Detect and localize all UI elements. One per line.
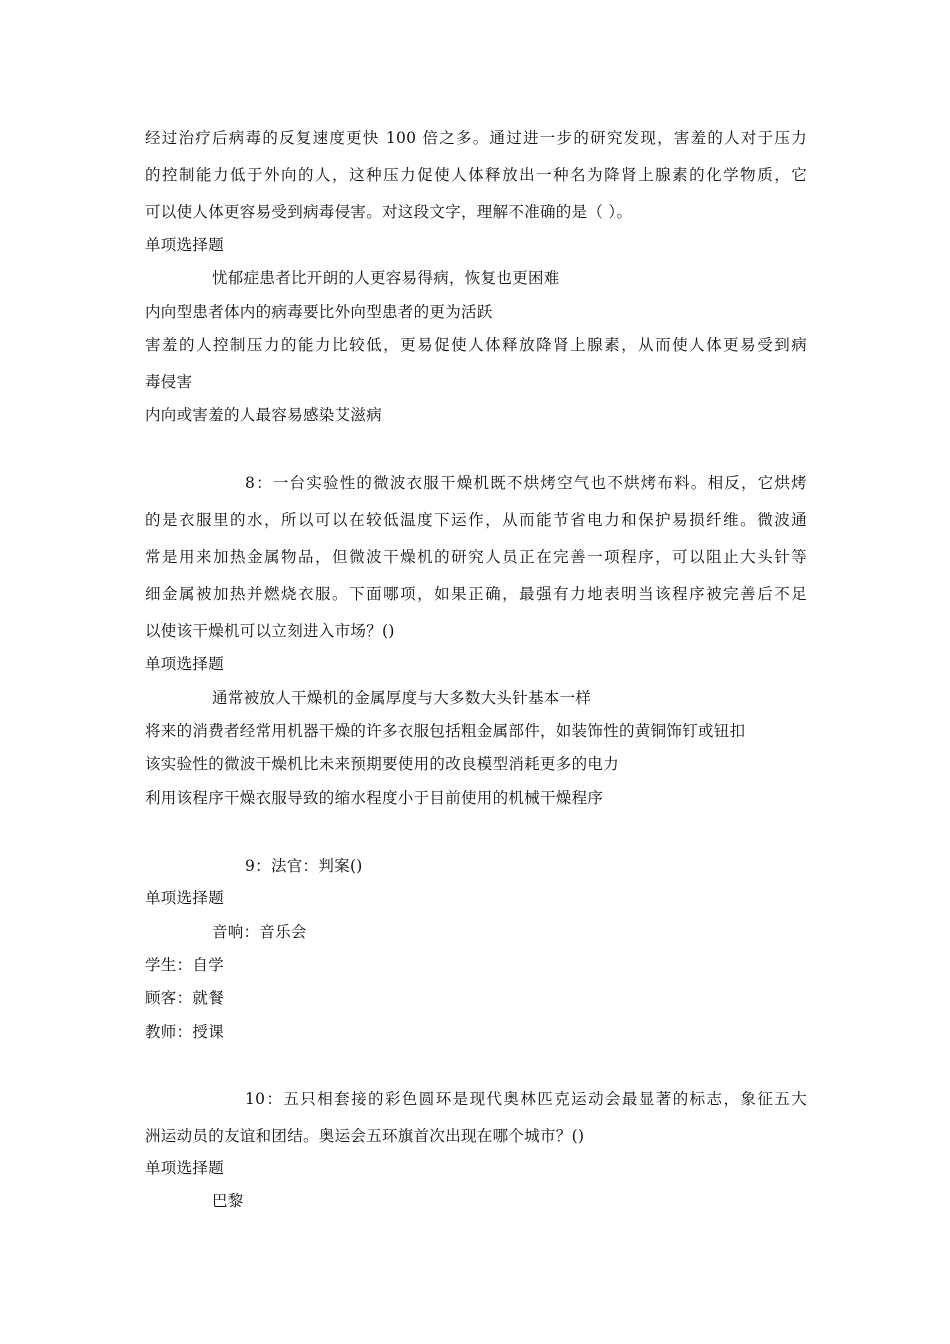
q8-stem-line: 的是衣服里的水，所以可以在较低温度下运作，从而能节省电力和保护易损纤维。微波通 — [145, 511, 807, 529]
q7-option-c-continued: 毒侵害 — [145, 373, 193, 391]
q7-option-a: 忧郁症患者比开朗的人更容易得病，恢复也更困难 — [212, 269, 560, 287]
q9-stem-line: 9：法官：判案() — [245, 857, 363, 875]
q8-option-c: 该实验性的微波干燥机比未来预期要使用的改良模型消耗更多的电力 — [145, 755, 620, 773]
q7-option-d: 内向或害羞的人最容易感染艾滋病 — [145, 406, 383, 424]
q8-stem-line: 8：一台实验性的微波衣服干燥机既不烘烤空气也不烘烤布料。相反，它烘烤 — [245, 474, 807, 492]
q8-stem-line: 常是用来加热金属物品，但微波干燥机的研究人员正在完善一项程序，可以阻止大头针等 — [145, 548, 807, 566]
q8-option-d: 利用该程序干燥衣服导致的缩水程度小于目前使用的机械干燥程序 — [145, 789, 604, 807]
q9-option-a: 音响：音乐会 — [212, 923, 307, 941]
q7-stem-line: 可以使人体更容易受到病毒侵害。对这段文字，理解不准确的是（ ）。 — [145, 203, 633, 221]
q9-option-b: 学生：自学 — [145, 956, 225, 974]
q7-stem-line: 经过治疗后病毒的反复速度更快 100 倍之多。通过进一步的研究发现，害羞的人对于压力 — [145, 129, 807, 147]
q9-type-label: 单项选择题 — [145, 889, 225, 907]
q10-stem-line: 洲运动员的友谊和团结。奥运会五环旗首次出现在哪个城市？() — [145, 1127, 585, 1145]
q7-type-label: 单项选择题 — [145, 236, 225, 254]
q8-stem-line: 以使该干燥机可以立刻进入市场？() — [145, 622, 395, 640]
q7-stem-line: 的控制能力低于外向的人，这种压力促使人体释放出一种名为降肾上腺素的化学物质，它 — [145, 166, 807, 184]
q8-option-a: 通常被放人干燥机的金属厚度与大多数大头针基本一样 — [212, 689, 592, 707]
q7-option-c: 害羞的人控制压力的能力比较低，更易促使人体释放降肾上腺素，从而使人体更易受到病 — [145, 336, 807, 354]
q9-option-c: 顾客：就餐 — [145, 989, 225, 1007]
q8-stem-line: 细金属被加热并燃烧衣服。下面哪项，如果正确，最强有力地表明当该程序被完善后不足 — [145, 585, 807, 603]
q9-option-d: 教师：授课 — [145, 1023, 225, 1041]
q8-option-b: 将来的消费者经常用机器干燥的许多衣服包括粗金属部件，如装饰性的黄铜饰钉或钮扣 — [145, 722, 746, 740]
q8-type-label: 单项选择题 — [145, 655, 225, 673]
q10-stem-line: 10：五只相套接的彩色圆环是现代奥林匹克运动会最显著的标志，象征五大 — [245, 1090, 807, 1108]
q7-option-b: 内向型患者体内的病毒要比外向型患者的更为活跃 — [145, 303, 493, 321]
q10-type-label: 单项选择题 — [145, 1159, 225, 1177]
q10-option-a: 巴黎 — [212, 1192, 244, 1210]
